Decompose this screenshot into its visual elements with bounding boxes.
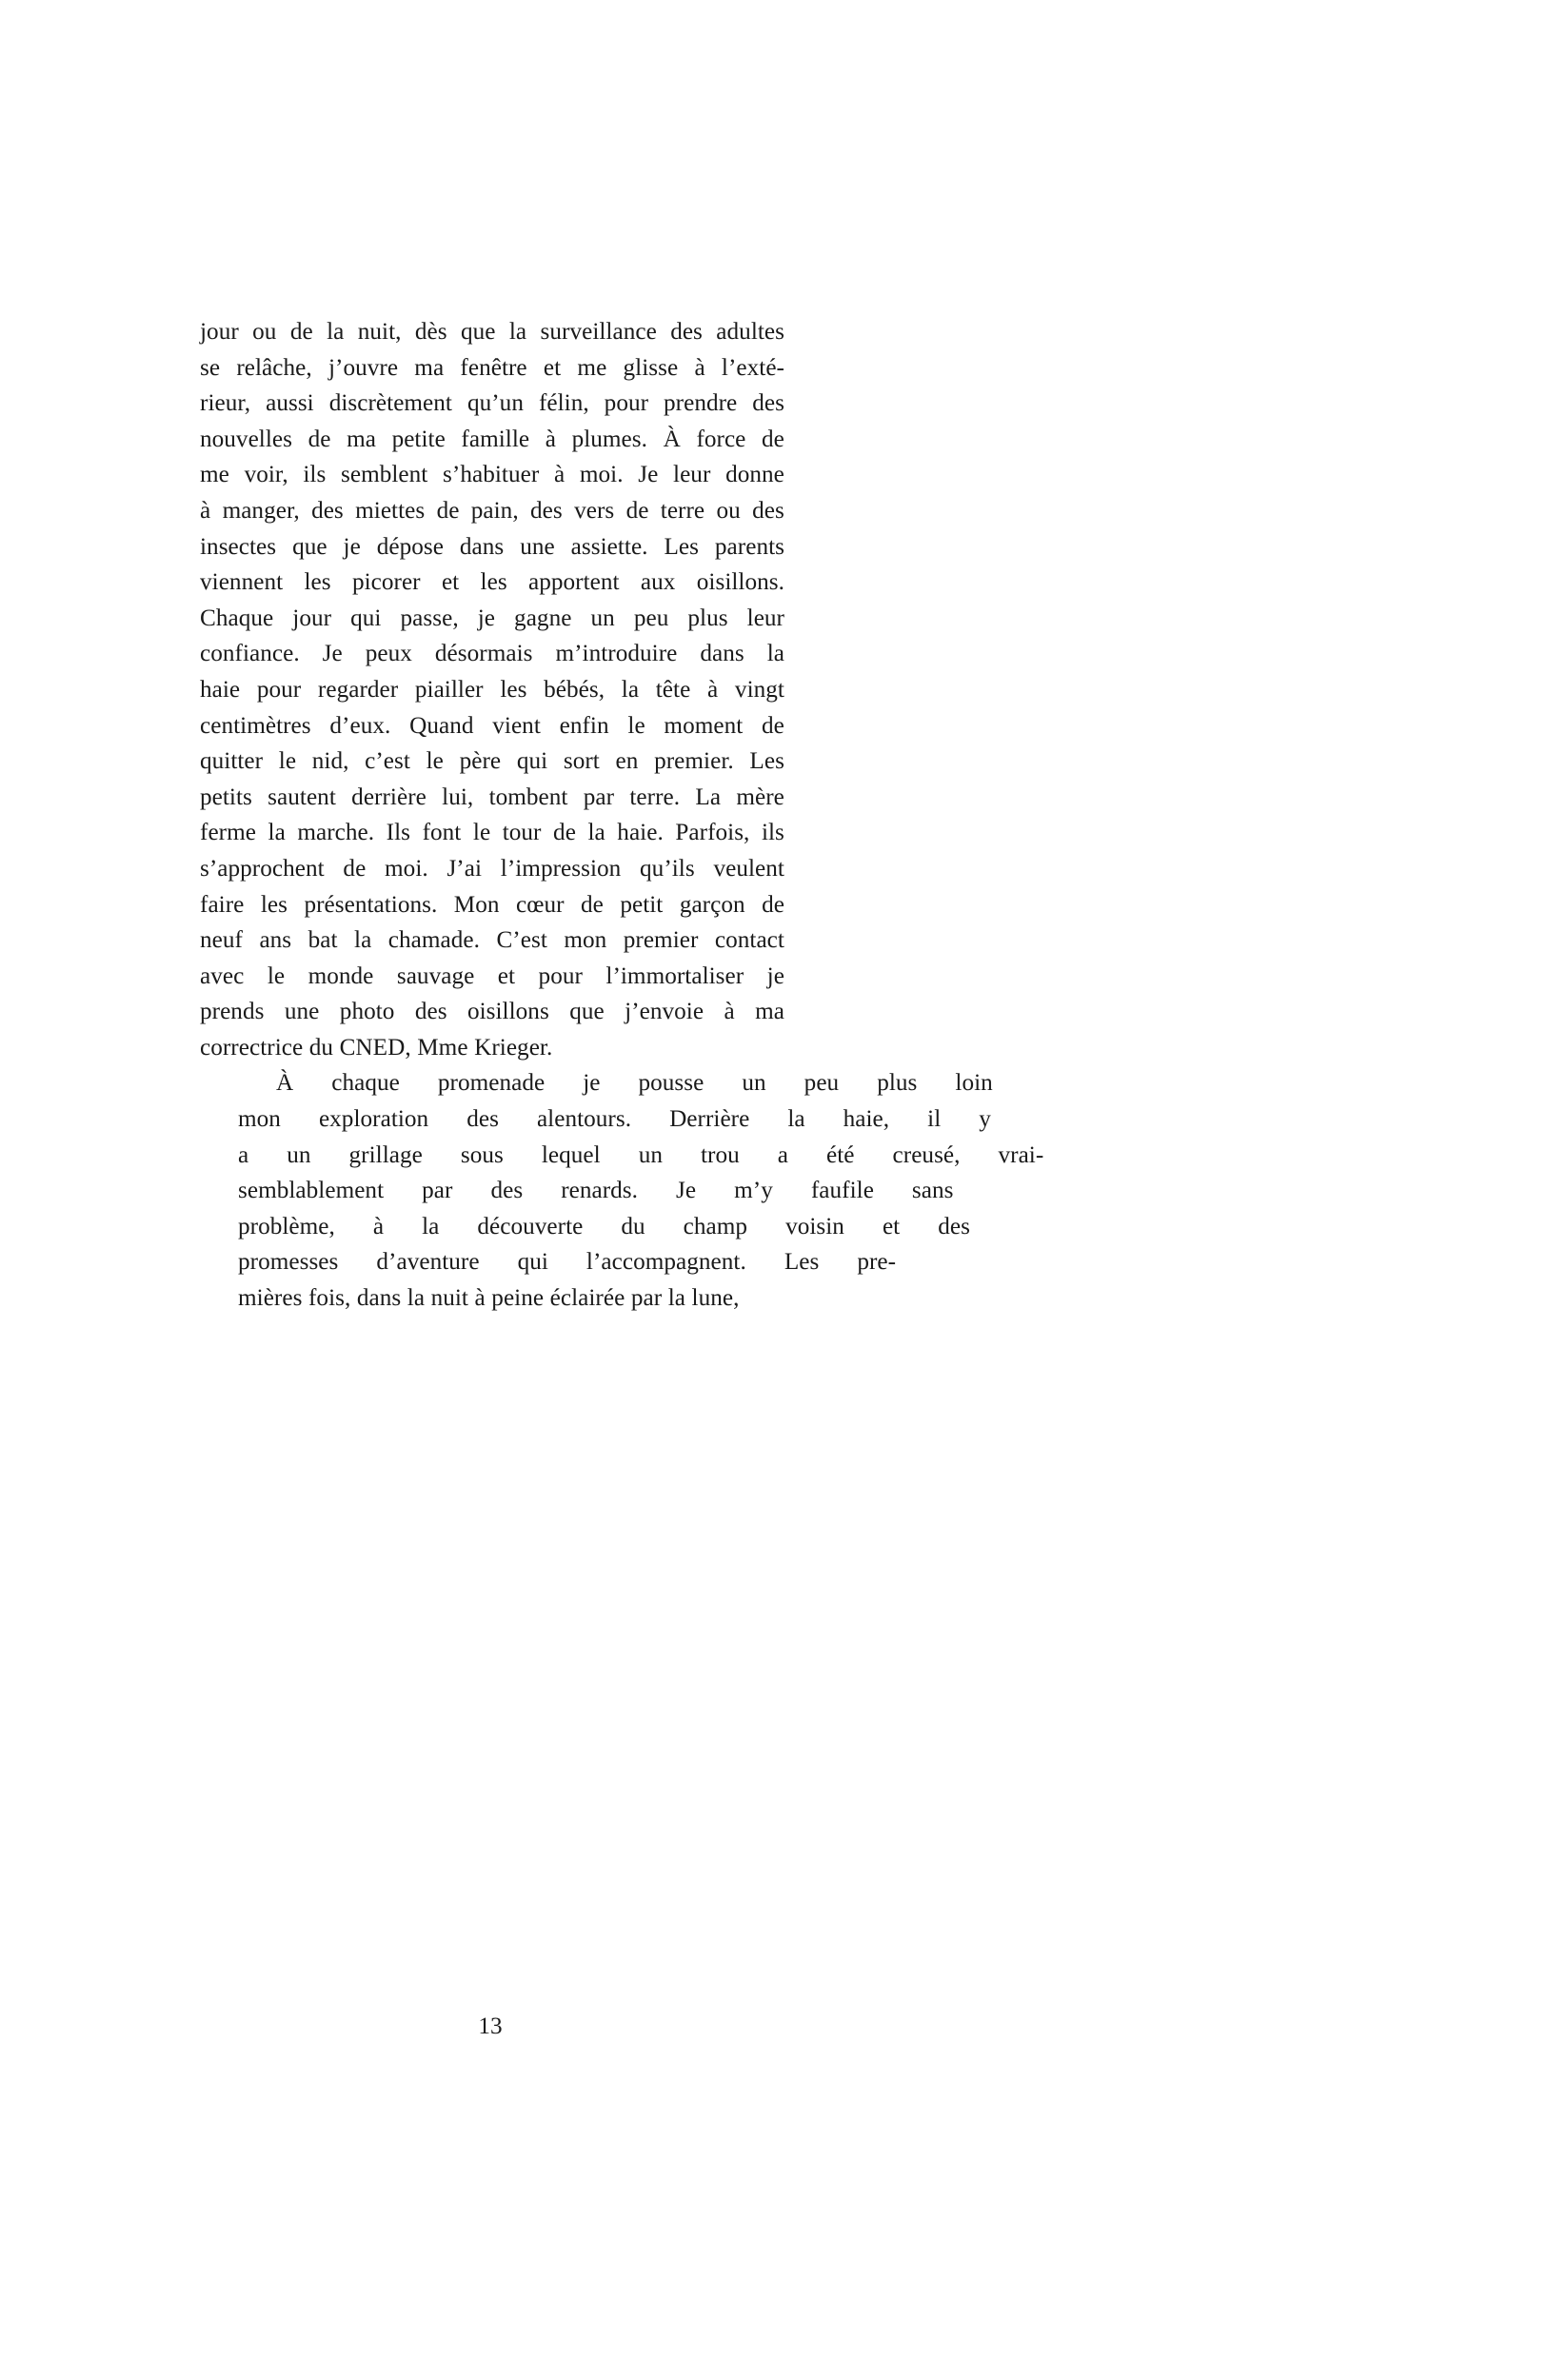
text-line: prends une photo des oisillons que j’envoie à ma [200,999,784,1025]
text-line: Chaque jour qui passe, je gagne un peu plus leur [200,605,784,631]
text-line: s’approchent de moi. J’ai l’impression qu’ils veulent [200,855,784,882]
page-number: 13 [478,2013,503,2039]
text-line: faire les présentations. Mon cœur de petit garçon de [200,891,784,918]
text-line: avec le monde sauvage et pour l’immortaliser je [200,962,784,989]
text-line: neuf ans bat la chamade. C’est mon premier contact [200,927,784,954]
text-line: viennent les picorer et les apportent aux oisillons. [200,569,784,596]
text-column [200,314,1044,1317]
text-line: haie pour regarder piailler les bébés, la tête à vingt [200,676,784,703]
text-line: a un grillage sous lequel un trou a été creusé, vrai- [238,1141,1044,1168]
paragraph-new [200,1065,1044,1316]
text-line: petits sautent derrière lui, tombent par terre. La mère [200,783,784,810]
text-line: insectes que je dépose dans une assiette. Les parents [200,533,784,560]
text-line: se relâche, j’ouvre ma fenêtre et me glisse à l’exté- [200,354,784,381]
text-line: nouvelles de ma petite famille à plumes. À force de [200,426,784,452]
paragraph-continued [200,314,784,1065]
text-line: mon exploration des alentours. Derrière la haie, il y [238,1106,991,1133]
text-line: ferme la marche. Ils font le tour de la haie. Parfois, ils [200,820,784,846]
text-line: centimètres d’eux. Quand vient enfin le moment de [200,712,784,739]
text-line: promesses d’aventure qui l’accompagnent. Les pre- [238,1249,897,1276]
text-line: quitter le nid, c’est le père qui sort en premier. Les [200,748,784,775]
text-line: À chaque promenade je pousse un peu plus loin [276,1070,993,1097]
text-line: mières fois, dans la nuit à peine éclairée par la lune, [238,1285,740,1312]
text-line: jour ou de la nuit, dès que la surveillance des adultes [200,319,784,345]
text-line: me voir, ils semblent s’habituer à moi. Je leur donne [200,462,784,488]
text-line: correctrice du CNED, Mme Krieger. [200,1034,553,1061]
text-line: problème, à la découverte du champ voisin et des [238,1213,970,1240]
text-line: rieur, aussi discrètement qu’un félin, pour prendre des [200,390,784,417]
text-line: confiance. Je peux désormais m’introduire dans la [200,641,784,667]
text-line: à manger, des miettes de pain, des vers de terre ou des [200,497,784,524]
text-line: semblablement par des renards. Je m’y faufile sans [238,1178,954,1204]
